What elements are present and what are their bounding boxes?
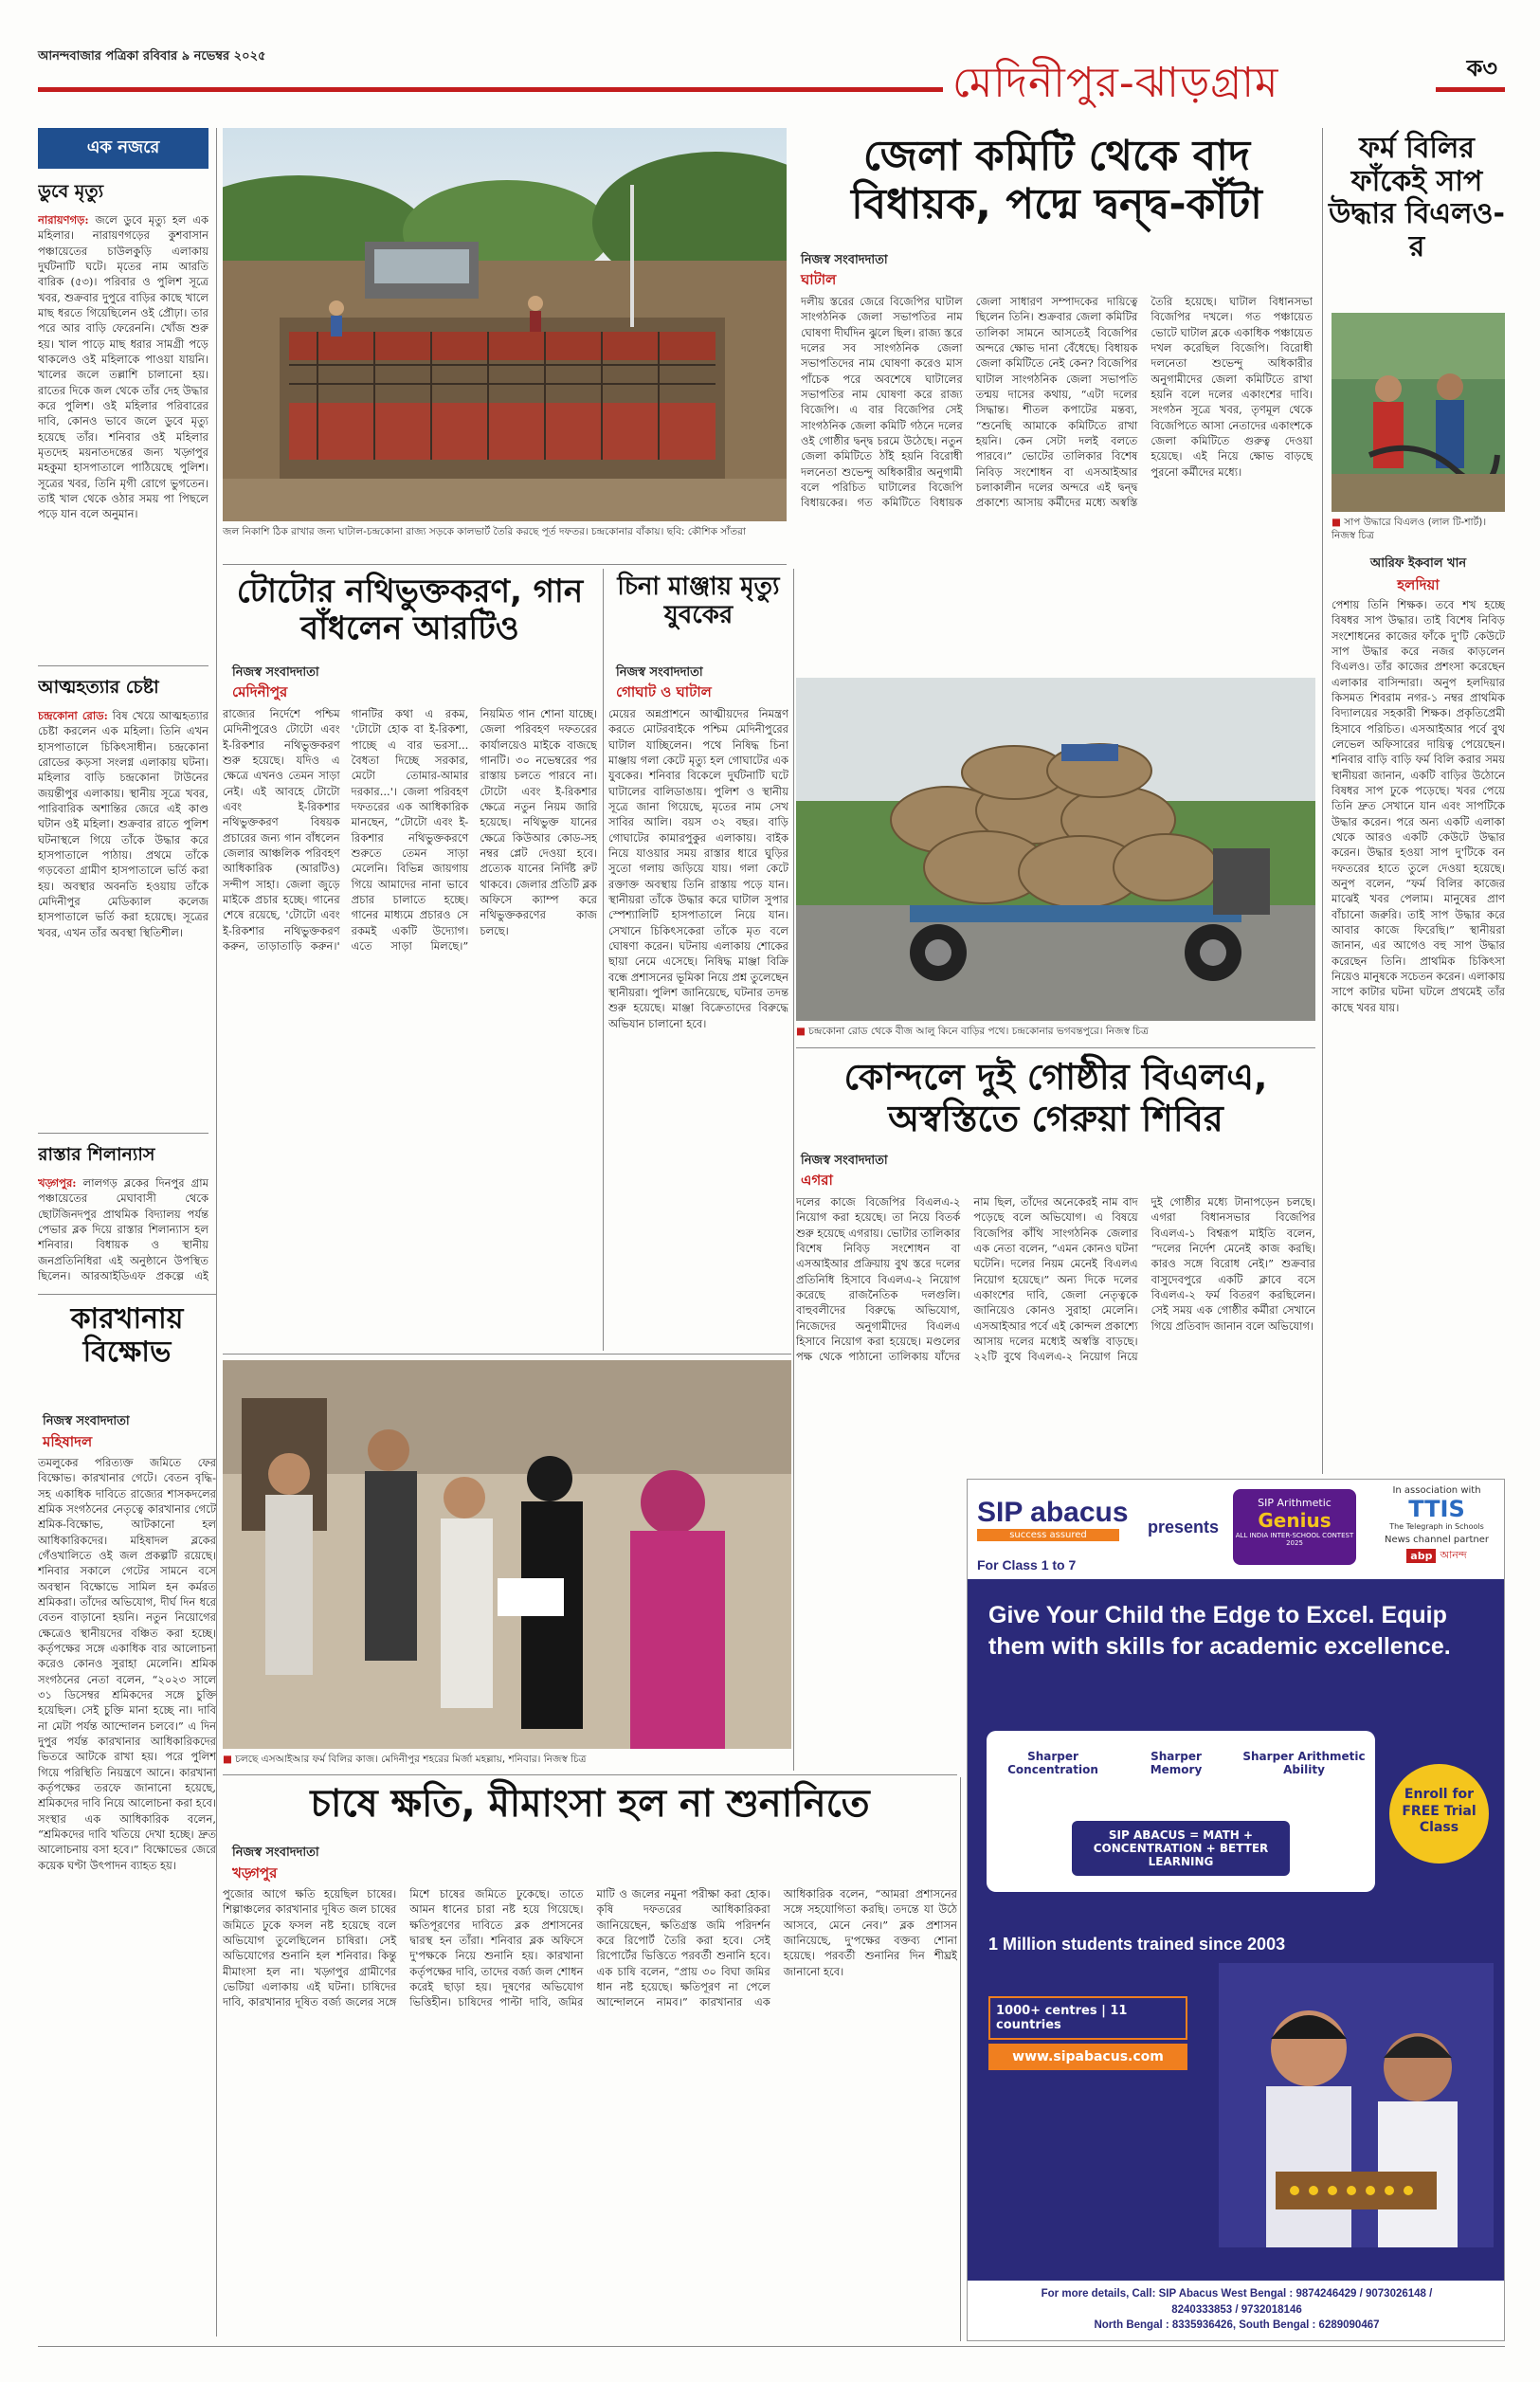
section-divider	[223, 1354, 791, 1355]
briefs-label: এক নজরে	[38, 128, 208, 169]
contest-top: SIP Arithmetic	[1258, 1497, 1332, 1509]
bla-story-location: এগরা	[801, 1172, 833, 1189]
potato-cart-photo	[796, 678, 1315, 1021]
partner-name: TTIS	[1408, 1496, 1465, 1522]
section-divider	[38, 1294, 216, 1295]
bla-story-headline: কোন্দলে দুই গোষ্ঠীর বিএলএ, অস্বস্তিতে গেরুয়া শিবির	[843, 1056, 1268, 1139]
toto-story-headline: টোটোর নথিভুক্তকরণ, গান বাঁধলেন আরটিও	[236, 573, 584, 648]
mla-story-byline: নিজস্ব সংবাদদাতা	[801, 253, 888, 267]
bla-story-byline: নিজস্ব সংবাদদাতা	[801, 1154, 888, 1168]
brief-place: খড়্গপুর:	[38, 1176, 77, 1190]
brief-item	[38, 178, 208, 658]
partner-top: In association with	[1392, 1485, 1481, 1496]
snake-caption-text: সাপ উদ্ধারে বিএলও (লাল টি-শার্ট)। নিজস্ব চিত্র	[1332, 517, 1487, 541]
masthead	[38, 38, 1505, 114]
sip-logo	[977, 1497, 1133, 1554]
students-trained: 1 Million students trained since 2003	[988, 1935, 1286, 1954]
brief-divider	[38, 665, 208, 666]
brief-body	[38, 212, 208, 658]
abp-logo	[1375, 1547, 1498, 1565]
sip-abacus-ad[interactable]	[967, 1479, 1505, 2341]
brief-text: বিষ খেয়ে আত্মহত্যার চেষ্টা করলেন এক মহিলা। তিনি এখন হাসপাতালে চিকিৎসাধীন। চন্দ্রকোনা রোডের কড়সা সংলগ্ন এলাকায় ঘটনা। মহিলার বাড়ি চন্দ্রকোনা টাউনের জয়ন্তীপুর এলাকায়। স্থানীয় সূত্রে খবর, পারিবারিক অশান্তির জেরে এই কাণ্ড ঘটান ওই মহিলা। শুক্রবার রাতে পুলিশ ঘটনাস্থলে গিয়ে তাঁকে উদ্ধার করে হাসপাতালে পাঠায়। প্রথমে তাঁকে গড়বেতা গ্রামীণ হাসপাতালে ভর্তি করা হয়। অবস্থার অবনতি হওয়ায় তাঁকে মেদিনীপুর মেডিক্যাল কলেজ হাসপাতালে ভর্তি করা হয়েছে। সূত্রের খবর, এখন তাঁর অবস্থা স্থিতিশীল।	[38, 709, 208, 939]
bottom-rule	[38, 2346, 1505, 2347]
contact-line-1: For more details, Call: SIP Abacus West Bengal : 9874246429 / 9073026148 /	[1041, 2288, 1433, 2300]
snake-story-byline: আরিফ ইকবাল খান	[1369, 556, 1467, 571]
contact-line-3: North Bengal : 8335936426, South Bengal : 6289090467	[1094, 2319, 1380, 2332]
sip-brand: SIP abacus	[977, 1497, 1129, 1528]
canal-photo-caption: জল নিকাশি ঠিক রাখার জন্য ঘাটাল-চন্দ্রকোনা রাজ্য সড়কে কালভার্ট তৈরি করছে পূর্ত দফতর। চন্দ্রকোনার বাঁকায়। ছবি: কৌশিক সাঁতরা	[223, 526, 746, 537]
ad-main-panel	[968, 1579, 1505, 2281]
snake-story-location: হলদিয়া	[1397, 576, 1440, 593]
sip-tagline: success assured	[977, 1529, 1119, 1541]
caption-marker: ■	[1332, 517, 1345, 528]
abp-sub: আনন্দ	[1440, 1549, 1467, 1561]
mla-story-location: ঘাটাল	[801, 271, 837, 288]
column-rule	[1322, 128, 1323, 1474]
ad-contact-strip	[968, 2281, 1505, 2341]
brief-body	[38, 708, 208, 1125]
crop-story-body: পুজোর আগে ক্ষতি হয়েছিল চাষের। শিল্পাঞ্চলের কারখানার দূষিত জল চাষের জমিতে ঢুকে ফসল নষ্ট হয়েছে বলে অভিযোগ তুলেছিলেন চাষিরা। সেই অভিযোগের শুনানি হল শনিবার। কিন্তু মীমাংসা হল না। খড়্গপুর গ্রামীণের ভেটিয়া এলাকায় এই ঘটনা। চাষিদের দাবি, কারখানার দূষিত বর্জ্য জলের সঙ্গে মিশে চাষের জমিতে ঢুকেছে। তাতে আমন ধানের চারা নষ্ট হয়ে গিয়েছে। ক্ষতিপূরণের দাবিতে ব্লক প্রশাসনের দ্বারস্থ হন তাঁরা। শনিবার ব্লক অফিসে দু'পক্ষকে নিয়ে শুনানি হয়। কারখানা কর্তৃপক্ষের দাবি, তাদের বর্জ্য জল শোধন করেই ছাড়া হয়। দূষণের অভিযোগ ভিত্তিহীন। চাষিদের পাল্টা দাবি, জমির মাটি ও জলের নমুনা পরীক্ষা করা হোক। কৃষি দফতরের আধিকারিকরা জানিয়েছেন, ক্ষতিগ্রস্ত জমি পরিদর্শন করে রিপোর্ট তৈরি করা হবে। সেই রিপোর্টের ভিত্তিতে পরবর্তী শুনানি হবে। এক চাষি বলেন, “প্রায় ৩০ বিঘা জমির ধান নষ্ট হয়েছে। ক্ষতিপূরণ না পেলে আন্দোলনে নামব।” কারখানার এক আধিকারিক বলেন, “আমরা প্রশাসনের সঙ্গে সহযোগিতা করছি। তদন্তে যা উঠে আসবে, মেনে নেব।” ব্লক প্রশাসন জানিয়েছে, দু'পক্ষের বক্তব্য শোনা হয়েছে। পরবর্তী শুনানির দিন শীঘ্রই জানানো হবে।	[223, 1887, 957, 2009]
manja-story-body: মেয়ের অন্নপ্রাশনে আত্মীয়দের নিমন্ত্রণ করতে মোটরবাইকে পশ্চিম মেদিনীপুরের ঘাটাল যাচ্ছিলেন। পথে নিষিদ্ধ চিনা মাঞ্জায় গলা কেটে মৃত্যু হল গোঘাটের এক যুবকের। শনিবার বিকেলে দুর্ঘটনাটি ঘটে ঘাটালের বালিডাঙায়। পুলিশ ও স্থানীয় সূত্রে জানা গিয়েছে, মৃতের নাম সেখ সাবির আলি। বয়স ৩২ বছর। বাড়ি গোঘাটের কামারপুকুর এলাকায়। বাইক নিয়ে যাওয়ার সময় রাস্তার ধারে ঘুড়ির সুতো গলায় জড়িয়ে যায়। গলা কেটে রক্তাক্ত অবস্থায় তিনি রাস্তায় পড়ে যান। স্থানীয়রা তাঁকে উদ্ধার করে ঘাটাল সুপার স্পেশ্যালিটি হাসপাতালে নিয়ে যান। সেখানে চিকিৎসকেরা তাঁকে মৃত বলে ঘোষণা করেন। ঘটনায় এলাকায় শোকের ছায়া নেমে এসেছে। নিষিদ্ধ মাঞ্জা বিক্রি বন্ধে প্রশাসনের ভূমিকা নিয়ে প্রশ্ন তুলেছেন স্থানীয়রা। পুলিশ জানিয়েছে, ঘটনার তদন্ত শুরু হয়েছে। মাঞ্জা বিক্রেতাদের বিরুদ্ধে অভিযান চালানো হবে।	[608, 707, 788, 1030]
toto-story-byline: নিজস্ব সংবাদদাতা	[232, 665, 319, 680]
factory-story-location: মহিষাদল	[43, 1433, 93, 1450]
brief-place: চন্দ্রকোনা রোড:	[38, 709, 108, 722]
skill-item: Sharper Arithmetic Ability	[1242, 1750, 1366, 1776]
brief-text: জলে ডুবে মৃত্যু হল এক মহিলার। নারায়ণগড়ের কুশবাসান পঞ্চায়েতের চাউলকুড়ি এলাকায় দুর্ঘটনাটি ঘটে। মৃতের নাম আরতি বারিক (৫৩)। পরিবার ও পুলিশ সূত্রে খবর, শুক্রবার দুপুরে বাড়ির কাছে খালে মাছ ধরতে গিয়েছিলেন ওই প্রৌঢ়া। তার পরে আর বাড়ি ফেরেননি। খোঁজ শুরু হয়। খাল পাড়ে মাছ ধরার সামগ্রী পড়ে থাকলেও ওই মহিলাকে পাওয়া যায়নি। খালের জলে তল্লাশি চালানো হয়। রাতের দিকে জল থেকে তাঁর দেহ উদ্ধার করে পুলিশ। ওই মহিলার পরিবারের দাবি, কোনও ভাবে জলে ডুবে মৃত্যু হয়েছে তাঁর। শনিবার ওই মহিলার মৃতদেহ ময়নাতদন্তের জন্য খড়্গপুর মহকুমা হাসপাতালে পাঠিয়েছে পুলিশ। সূত্রের খবর, তিনি মৃগী রোগে ভুগতেন। তাই খাল থেকে ওঠার সময় পা পিছলে পড়ে যান বলে অনুমান।	[38, 213, 208, 521]
paper-date: আনন্দবাজার পত্রিকা রবিবার ৯ নভেম্বর ২০২৫	[38, 49, 266, 64]
snake-photo-caption	[1332, 517, 1505, 542]
presents-text: presents	[1148, 1518, 1220, 1536]
snake-story-headline: ফর্ম বিলির ফাঁকেই সাপ উদ্ধার বিএলও-র	[1329, 132, 1506, 264]
contact-line-2: 8240333853 / 9732018146	[1171, 2303, 1302, 2316]
partner-block	[1375, 1485, 1498, 1565]
ad-headline: Give Your Child the Edge to Excel. Equip them with skills for academic excellence.	[988, 1602, 1451, 1660]
bla-story-body: দলের কাজে বিজেপির বিএলএ-২ নিয়োগ করা হয়েছে। তা নিয়ে বিতর্ক শুরু হয়েছে এগরায়। ভোটার তালিকার বিশেষ নিবিড় সংশোধন বা এসআইআর প্রক্রিয়ায় বুথ স্তরে দলের প্রতিনিধি হিসাবে বিএলএ-২ নিয়োগ করেছে রাজনৈতিক দলগুলি। বাহুবলীদের বিরুদ্ধে অভিযোগ, নিজেদের অনুগামীদের বিএলএ হিসাবে নিয়োগ করা হয়েছে। মণ্ডলের পক্ষ থেকে পাঠানো তালিকায় যাঁদের নাম ছিল, তাঁদের অনেকেরই নাম বাদ পড়েছে বলে অভিযোগ। এ বিষয়ে বিজেপির কাঁথি সাংগঠনিক জেলার এক নেতা বলেন, “এমন কোনও ঘটনা ঘটেনি। দলের নিয়ম মেনেই বিএলএ নিয়োগ হয়েছে।” অন্য দিকে দলের একাংশের দাবি, জেলা নেতৃত্বকে জানিয়েও কোনও সুরাহা মেলেনি। এসআইআর পর্বে এই কোন্দল প্রকাশ্যে আসায় দলের মধ্যেই অস্বস্তি বাড়ছে। ২২টি বুথে বিএলএ-২ নিয়োগ নিয়ে দুই গোষ্ঠীর মধ্যে টানাপড়েন চলছে। এগরা বিধানসভার বিজেপির বিএলএ-১ বিশ্বরূপ মাইতি বলেন, “দলের নির্দেশ মেনেই কাজ করছি। কারও সঙ্গে বিরোধ নেই।” শুক্রবার বাসুদেবপুরে একটি ক্লাবে বসে বিএলএ-২ ফর্ম বিতরণ করছিলেন। সেই সময় এক গোষ্ঠীর কর্মীরা সেখানে গিয়ে প্রতিবাদ জানান বলে অভিযোগ।	[796, 1195, 1315, 1364]
column-rule	[603, 569, 604, 1351]
brief-item	[38, 1141, 208, 1284]
sir-photo-illustration	[223, 1360, 791, 1749]
toto-story-location: মেদিনীপুর	[232, 683, 288, 700]
section-divider	[796, 1047, 1315, 1048]
mla-story-body: দলীয় স্তরের জেরে বিজেপির ঘাটাল সাংগঠনিক জেলা সভাপতির নাম ঘোষণা দীর্ঘদিন ঝুলে ছিল। রাজ্য স্তরে দলের সব সাংগঠনিক জেলা সভাপতিদের নাম ঘোষণা করেও মাস পাঁচেক পরে অবশেষে ঘাটালের সভাপতির নাম ঘোষণা করে রাজ্য বিজেপি। এ বার বিজেপির সেই সাংগঠনিক জেলা কমিটি গঠনে দলের ওই গোষ্ঠীর দ্বন্দ্ব চরমে উঠেছে। নতুন জেলা কমিটিতে ঠাঁই হয়নি বিরোধী দলনেতা শুভেন্দু অধিকারীর অনুগামী বলে পরিচিত ঘাটালের বিজেপি বিধায়কের। গত কমিটিতে বিধায়ক জেলা সাধারণ সম্পাদকের দায়িত্বে ছিলেন তিনি। শুক্রবার জেলা কমিটির তালিকা সামনে আসতেই বিজেপির অন্দরে ক্ষোভ দানা বেঁধেছে। বিধায়ক জেলা কমিটিতে নেই কেন? বিজেপির ঘাটাল সাংগঠনিক জেলা সভাপতি তন্ময় দাসের কথায়, “এটা দলের সিদ্ধান্ত। শীতল কপাটের মন্তব্য, “শুনেছি আমাকে কমিটিতে রাখা হয়নি। কেন সেটা দলই বলতে পারবে।” ভোটের তালিকার বিশেষ নিবিড় সংশোধন বা এসআইআর চলাকালীন দলের অন্দরে এই দ্বন্দ্ব প্রকাশ্যে আসায় কর্মীদের মধ্যে অস্বস্তি তৈরি হয়েছে। ঘাটাল বিধানসভা বিজেপির দখলে। গত পঞ্চায়েত ভোটে ঘাটাল ব্লকে একাধিক পঞ্চায়েত দখল করেছিল বিজেপি। বিরোধী দলনেতা শুভেন্দু অধিকারীর অনুগামীদের জেলা কমিটিতে রাখা হয়নি বলে দলের একাংশের দাবি। সংগঠন সূত্রে খবর, তৃণমূল থেকে বিজেপিতে আসা নেতাদের একাংশকে জেলা কমিটিতে গুরুত্ব দেওয়া হয়েছে। এই নিয়ে ক্ষোভ বাড়ছে পুরনো কর্মীদের মধ্যে।	[801, 295, 1313, 510]
canal-construction-photo	[223, 128, 787, 521]
snake-rescue-photo	[1332, 313, 1505, 512]
brief-place: নারায়ণগড়:	[38, 213, 89, 227]
crop-story-location: খড়্গপুর	[232, 1864, 278, 1882]
manja-story-byline: নিজস্ব সংবাদদাতা	[616, 665, 703, 680]
news-partner: News channel partner	[1384, 1535, 1490, 1545]
caption-marker: ■	[796, 1026, 809, 1037]
contest-sub: ALL INDIA INTER-SCHOOL CONTEST 2025	[1235, 1532, 1354, 1547]
column-rule	[793, 569, 794, 1771]
partner-sub: The Telegraph in Schools	[1389, 1522, 1484, 1531]
brief-item	[38, 674, 208, 1125]
brief-body	[38, 1175, 208, 1284]
manja-story-location: গোঘাট ও ঘাটাল	[616, 683, 712, 700]
brief-title: ডুবে মৃত্যু	[38, 181, 104, 202]
column-rule	[216, 128, 217, 2337]
manja-story-headline: চিনা মাঞ্জায় মৃত্যু যুবকের	[617, 573, 780, 629]
crop-story-headline: চাষে ক্ষতি, মীমাংসা হল না শুনানিতে	[310, 1782, 870, 1826]
crop-story-byline: নিজস্ব সংবাদদাতা	[232, 1846, 319, 1860]
abp-text: abp	[1406, 1549, 1436, 1563]
section-title: মেদিনীপুর-ঝাড়গ্রাম	[952, 59, 1279, 107]
brief-divider	[38, 1133, 208, 1134]
briefs-column	[38, 128, 208, 1284]
section-divider	[223, 564, 787, 565]
skill-item: Sharper Concentration	[1007, 1750, 1098, 1776]
snake-photo-illustration	[1332, 313, 1505, 512]
ad-website[interactable]: www.sipabacus.com	[988, 2044, 1187, 2070]
ad-top-band	[968, 1480, 1505, 1579]
snake-story-body: পেশায় তিনি শিক্ষক। তবে শখ হচ্ছে বিষধর সাপ উদ্ধার। তাই বিশেষ নিবিড় সংশোধনের কাজের ফাঁকে দু'টি কেউটে সাপ উদ্ধার করে নজর কাড়লেন বিএলও। তাঁর কাজের প্রশংসা করেছেন এলাকার বাসিন্দারা। অনুপ হলদিয়ার কিসমত শিবরাম নগর-১ নম্বর প্রাথমিক বিদ্যালয়ের সহকারী শিক্ষক। প্রকৃতিপ্রেমী হিসাবে পরিচিত। এসআইআর পর্বে বুথ লেভেল অফিসারের দায়িত্ব পেয়েছেন। শনিবার বাড়ি বাড়ি ফর্ম বিলি করার সময় স্থানীয়রা জানান, একটি বাড়ির উঠোনে বিষধর সাপ ঢুকে পড়েছে। খবর পেয়ে তিনি দ্রুত সেখানে যান এবং সাপটিকে উদ্ধার করেন। পরে অন্য একটি এলাকা থেকে আরও একটি কেউটে উদ্ধার করেন। উদ্ধার হওয়া সাপ দু'টিকে বন দফতরের হাতে তুলে দেওয়া হয়েছে। অনুপ বলেন, “ফর্ম বিলির কাজের মাঝেই খবর পেলাম। মানুষের প্রাণ বাঁচানো জরুরি। তাই সাপ উদ্ধার করে আবার কাজে ফিরেছি।” স্থানীয়রা জানান, এর আগেও বহু সাপ উদ্ধার করেছেন তিনি। প্রাথমিক চিকিৎসা নিয়েও মানুষকে সচেতন করেন। এলাকায় সাপে কাটার ঘটনা ঘটলে প্রথমেই তাঁর কাছে খবর যায়।	[1332, 598, 1505, 1014]
sir-caption-text: চলছে এসআইআর ফর্ম বিলির কাজ। মেদিনীপুর শহরের মির্জা মহল্লায়, শনিবার। নিজস্ব চিত্র	[235, 1754, 587, 1765]
cart-caption-text: চন্দ্রকোনা রোড থেকে বীজ আলু কিনে বাড়ির পথে। চন্দ্রকোনার ভগবন্তপুরে। নিজস্ব চিত্র	[808, 1026, 1149, 1037]
toto-story-body: রাজ্যের নির্দেশে পশ্চিম মেদিনীপুরেও টোটো এবং ই-রিকশার নথিভুক্তকরণ শুরু হয়েছে। যদিও এ ক্ষেত্রে এখনও তেমন সাড়া নেই। এই আবহে টোটো এবং ই-রিকশার নথিভুক্তকরণ বিষয়ক প্রচারের জন্য গান বাঁধলেন জেলার আঞ্চলিক পরিবহণ আধিকারিক (আরটিও) সন্দীপ সাহা। জেলা জুড়ে মাইকে প্রচার হচ্ছে। গানের শেষে রয়েছে, 'টোটো এবং ই-রিকশার নথিভুক্তকরণ করুন, তাড়াতাড়ি করুন।' গানটির কথা এ রকম, 'টোটো হোক বা ই-রিকশা, পাচ্ছে এ বার ভরসা... বৈধতা দিচ্ছে সরকার, মেটো তোমার-আমার দরকার...'। জেলা পরিবহণ দফতরের এক আধিকারিক মানছেন, “টোটো এবং ই-রিকশার নথিভুক্তকরণে শুরুতে তেমন সাড়া মেলেনি। বিভিন্ন জায়গায় গিয়ে আমাদের নানা ভাবে প্রচার চালাতে হচ্ছে। গানের মাধ্যমে প্রচারও সে রকমই একটি উদ্যোগ। এতে সাড়া মিলছে।” নিয়মিত গান শোনা যাচ্ছে। জেলা পরিবহণ দফতরের কার্যালয়েও মাইকে বাজছে গানটি। ৩০ নভেম্বরের পর রাস্তায় চলতে পারবে না। টোটো এবং ই-রিকশার ক্ষেত্রে নতুন নিয়ম জারি হয়েছে। নথিভুক্ত যানের ক্ষেত্রে কিউআর কোড-সহ নম্বর প্লেট দেওয়া হবে। প্রত্যেক যানের নির্দিষ্ট রুট থাকবে। জেলার প্রতিটি ব্লক অফিসে ক্যাম্প করে নথিভুক্তকরণের কাজ চলছে।	[223, 707, 597, 953]
centres-badge: 1000+ centres | 11 countries	[988, 1996, 1187, 2040]
factory-story-body: তমলুকের পরিত্যক্ত জমিতে ফের বিক্ষোভ। কারখানার গেটে। বেতন বৃদ্ধি-সহ একাধিক দাবিতে রাজ্যের শাসকদলের শ্রমিক সংগঠনের নেতৃত্বে কারখানার গেটে শ্রমিক-বিক্ষোভ, আটকানো হল আধিকারিকদের। মহিষাদল ব্লকের গেঁওখালিতে ওই জল প্রকল্পটি রয়েছে। শনিবার সকালে গেটের সামনে বসে অবস্থান বিক্ষোভে সামিল হন কর্মরত শ্রমিকরা। তাঁদের অভিযোগ, দীর্ঘ দিন ধরে বেতন বাড়ানো হয়নি। নতুন নিয়োগের ক্ষেত্রেও স্থানীয়দের বঞ্চিত করা হচ্ছে। কর্তৃপক্ষের সঙ্গে একাধিক বার আলোচনা করেও কোনও সুরাহা মেলেনি। শ্রমিক সংগঠনের নেতা বলেন, “২০২৩ সালে ৩১ ডিসেম্বর শ্রমিকদের সঙ্গে চুক্তি হয়েছিল। সেই চুক্তি মানা হচ্ছে না। দাবি না মেটা পর্যন্ত আন্দোলন চলবে।” এ দিন দুপুর পর্যন্ত কারখানার আধিকারিকদের ভিতরে আটকে রাখা হয়। পরে পুলিশ গিয়ে পরিস্থিতি নিয়ন্ত্রণে আনে। কারখানা কর্তৃপক্ষের তরফে জানানো হয়েছে, শ্রমিকদের দাবি নিয়ে আলোচনা করা হবে। সংস্থার এক আধিকারিক বলেন, “শ্রমিকদের দাবি খতিয়ে দেখা হচ্ছে। দ্রুত আলোচনায় বসা হবে।” বিক্ষোভের জেরে কয়েক ঘণ্টা উৎপাদন ব্যাহত হয়।	[38, 1456, 216, 1872]
brief-text: লালগড় ব্লকের দিনপুর গ্রাম পঞ্চায়েতের মেঘাবাসী থেকে ছোটজিনদপুর প্রাথমিক বিদ্যালয় পর্যন্ত পেভার ব্লক দিয়ে রাস্তার শিলান্যাস হল শনিবার। বিধায়ক ও স্থানীয় জনপ্রতিনিধিরা এই অনুষ্ঠানে উপস্থিত ছিলেন। আরআইডিএফ প্রকল্পে এই	[38, 1176, 208, 1282]
caption-marker: ■	[223, 1754, 236, 1765]
skill-item: Sharper Memory	[1150, 1750, 1203, 1776]
skills-card	[987, 1731, 1375, 1892]
sir-photo-caption	[223, 1754, 791, 1767]
brief-title: আত্মহত্যার চেষ্টা	[38, 677, 159, 698]
children-illustration	[1219, 1963, 1494, 2247]
formula-box: SIP ABACUS = MATH + CONCENTRATION + BETTER LEARNING	[1072, 1821, 1290, 1876]
brief-title: রাস্তার শিলান্যাস	[38, 1144, 155, 1165]
column-rule	[960, 1777, 961, 2341]
cart-photo-illustration	[796, 678, 1315, 1021]
canal-photo-illustration	[223, 128, 787, 521]
cart-photo-caption	[796, 1026, 1315, 1039]
mla-story-headline: জেলা কমিটি থেকে বাদ বিধায়ক, পদ্মে দ্বন্দ্ব-কাঁটা	[851, 132, 1262, 228]
factory-story-byline: নিজস্ব সংবাদদাতা	[43, 1414, 130, 1428]
ad-children-photo	[1219, 1963, 1494, 2247]
sir-form-photo	[223, 1360, 791, 1749]
contest-name: Genius	[1258, 1509, 1332, 1532]
section-divider	[223, 1774, 957, 1775]
page-number: ক৩	[1466, 55, 1497, 82]
class-range: For Class 1 to 7	[977, 1557, 1077, 1573]
mid-column-story-body	[801, 1479, 962, 1768]
enroll-badge[interactable]: Enroll for FREE Trial Class	[1389, 1764, 1489, 1864]
genius-badge	[1233, 1489, 1356, 1565]
factory-story-headline: কারখানায় বিক্ষোভ	[70, 1302, 184, 1369]
